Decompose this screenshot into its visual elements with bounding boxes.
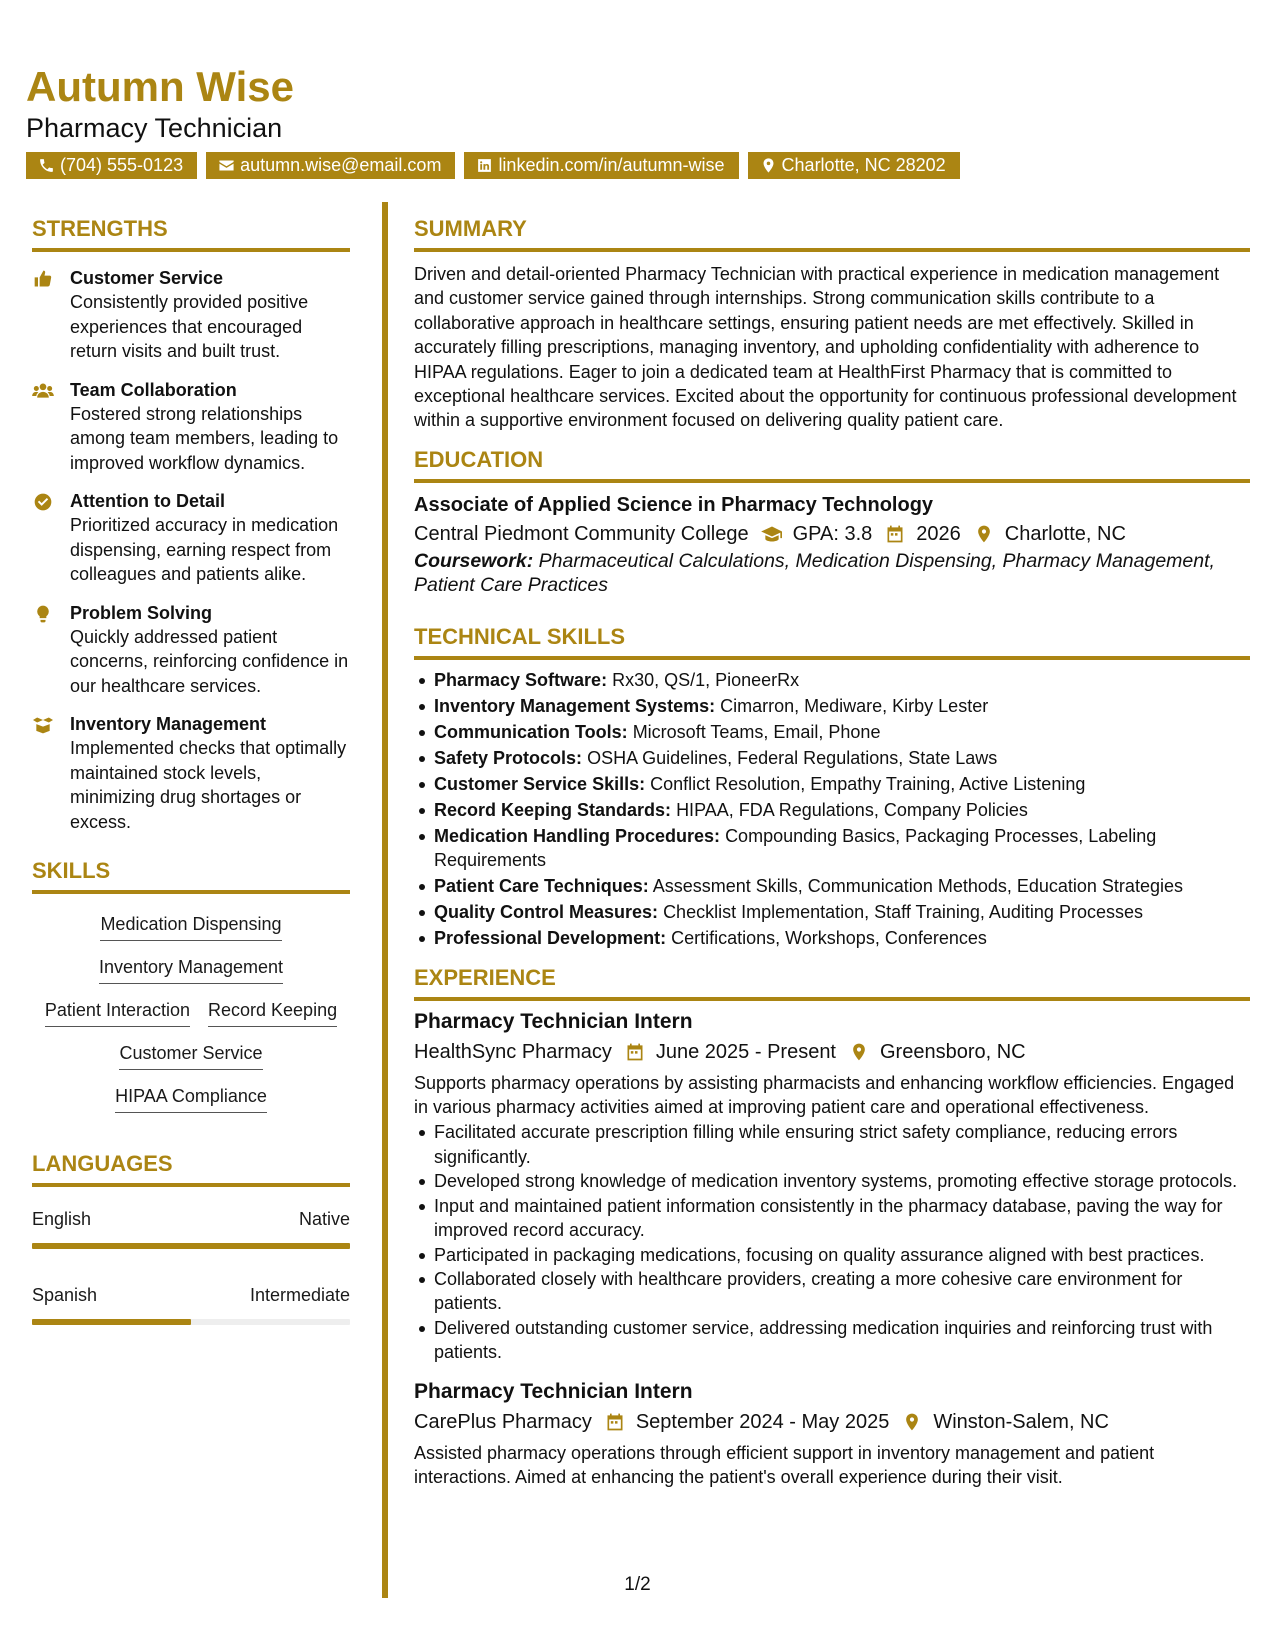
- list-item: Delivered outstanding customer service, addressing medication inquiries and reinforcing trust with patients.: [414, 1316, 1250, 1365]
- coursework-text: Pharmaceutical Calculations, Medication Dispensing, Pharmacy Management, Patient Care Practices: [414, 549, 1215, 597]
- linkedin-icon: [476, 157, 493, 174]
- calendar-icon: [604, 1412, 626, 1432]
- language-item: [32, 1207, 350, 1249]
- candidate-title: Pharmacy Technician: [26, 113, 283, 143]
- skills-heading: SKILLS: [32, 856, 350, 894]
- job-meta: [414, 1037, 1250, 1067]
- list-item: Patient Care Techniques: Assessment Skills, Communication Methods, Education Strategies: [414, 874, 1250, 898]
- experience-heading: EXPERIENCE: [414, 963, 1250, 1001]
- users-icon: [32, 381, 54, 401]
- contact-linkedin-text: linkedin.com/in/autumn-wise: [498, 155, 725, 175]
- strength-item: [32, 712, 350, 834]
- job-bullets: [414, 1120, 1250, 1364]
- list-item: Facilitated accurate prescription filling while ensuring strict safety compliance, reducing errors significantly.: [414, 1120, 1250, 1169]
- job-summary: Assisted pharmacy operations through efficient support in inventory management and patient interactions. Aimed at enhancing the patient's overall experience during their visit.: [414, 1442, 1155, 1487]
- strength-name: Attention to Detail: [70, 491, 225, 511]
- left-column: [32, 214, 350, 1325]
- language-bar-fill: [32, 1243, 350, 1249]
- contact-phone-text: (704) 555-0123: [60, 155, 184, 175]
- education-gpa: GPA: 3.8: [792, 522, 873, 545]
- skill-tag: Patient Interaction: [45, 998, 190, 1027]
- language-level: Native: [298, 1209, 350, 1229]
- strength-item: [32, 601, 350, 699]
- list-item: Customer Service Skills: Conflict Resolution, Empathy Training, Active Listening: [414, 772, 1250, 796]
- skill-tag: Medication Dispensing: [100, 912, 281, 941]
- contact-location-text: Charlotte, NC 28202: [781, 155, 946, 175]
- thumbs-up-icon: [32, 269, 54, 289]
- calendar-icon: [624, 1042, 646, 1062]
- languages-heading: LANGUAGES: [32, 1149, 350, 1187]
- strength-desc: Prioritized accuracy in medication dispensing, earning respect from colleagues and patients alike.: [70, 515, 339, 584]
- job-entry: [414, 1377, 1250, 1490]
- skill-tag: Customer Service: [119, 1041, 262, 1070]
- map-pin-icon: [848, 1042, 870, 1062]
- job-title: Pharmacy Technician Intern: [414, 1009, 693, 1033]
- strength-name: Problem Solving: [70, 602, 213, 623]
- map-pin-icon: [973, 524, 995, 544]
- strength-name: Inventory Management: [70, 714, 267, 734]
- job-dates: June 2025 - Present: [655, 1040, 836, 1063]
- language-bar-fill: [32, 1319, 191, 1325]
- education-location: Charlotte, NC: [1004, 522, 1126, 545]
- language-bar: [32, 1243, 350, 1249]
- job-summary: Supports pharmacy operations by assisting pharmacists and enhancing workflow efficiencies. Engaged in various pharmacy activities aimed at improving patient care and operational effectiveness.: [414, 1072, 1235, 1118]
- list-item: Participated in packaging medications, focusing on quality assurance aligned with best practices.: [414, 1243, 1250, 1267]
- strengths-heading: STRENGTHS: [32, 214, 350, 252]
- job-company: HealthSync Pharmacy: [414, 1040, 612, 1063]
- list-item: Inventory Management Systems: Cimarron, Mediware, Kirby Lester: [414, 694, 1250, 718]
- education-heading: EDUCATION: [414, 445, 1250, 483]
- list-item: Medication Handling Procedures: Compounding Basics, Packaging Processes, Labeling Requirements: [414, 824, 1250, 873]
- job-location: Winston-Salem, NC: [933, 1410, 1109, 1433]
- education-school: Central Piedmont Community College: [414, 522, 749, 545]
- skills-list: [32, 894, 350, 1127]
- list-item: Professional Development: Certifications, Workshops, Conferences: [414, 926, 1250, 950]
- list-item: Collaborated closely with healthcare providers, creating a more cohesive care environment for patients.: [414, 1267, 1250, 1316]
- list-item: Developed strong knowledge of medication inventory systems, promoting effective storage protocols.: [414, 1169, 1250, 1193]
- job-title: Pharmacy Technician Intern: [414, 1379, 693, 1403]
- list-item: Quality Control Measures: Checklist Implementation, Staff Training, Auditing Processes: [414, 900, 1250, 924]
- skill-tag: Inventory Management: [99, 955, 283, 984]
- strength-item: [32, 266, 350, 364]
- map-pin-icon: [901, 1412, 923, 1432]
- education-year: 2026: [916, 522, 961, 545]
- resume-header: [26, 62, 294, 144]
- technical-skills-heading: TECHNICAL SKILLS: [414, 622, 1250, 660]
- contact-email[interactable]: [206, 152, 455, 179]
- list-item: Communication Tools: Microsoft Teams, Email, Phone: [414, 720, 1250, 744]
- contact-bar: [26, 152, 960, 179]
- page-number: 1/2: [624, 1574, 651, 1595]
- job-company: CarePlus Pharmacy: [414, 1410, 592, 1433]
- contact-email-text: autumn.wise@email.com: [240, 155, 442, 175]
- contact-linkedin[interactable]: [464, 152, 738, 179]
- map-pin-icon: [760, 157, 777, 174]
- graduation-cap-icon: [761, 524, 783, 544]
- contact-location[interactable]: [748, 152, 960, 179]
- strength-name: Team Collaboration: [70, 379, 237, 400]
- strength-desc: Consistently provided positive experiences that encouraged return visits and built trust.: [70, 292, 309, 361]
- list-item: Record Keeping Standards: HIPAA, FDA Regulations, Company Policies: [414, 798, 1250, 822]
- skill-tag: HIPAA Compliance: [115, 1084, 267, 1113]
- technical-skills-list: [414, 668, 1250, 951]
- education-degree: Associate of Applied Science in Pharmacy Technology: [414, 493, 934, 516]
- list-item: Safety Protocols: OSHA Guidelines, Federal Regulations, State Laws: [414, 746, 1250, 770]
- job-meta: [414, 1407, 1250, 1437]
- language-level: Intermediate: [249, 1285, 350, 1305]
- list-item: Input and maintained patient information consistently in the pharmacy database, paving the way for improved record accuracy.: [414, 1194, 1250, 1243]
- list-item: Pharmacy Software: Rx30, QS/1, PioneerRx: [414, 668, 1250, 692]
- check-circle-icon: [32, 492, 54, 512]
- job-entry: [414, 1007, 1250, 1365]
- education-coursework: [414, 549, 1250, 598]
- strength-item: [32, 489, 350, 587]
- summary-text: Driven and detail-oriented Pharmacy Technician with practical experience in medication management and customer service gained through internships. Strong communication skills contribute to a collaborative approach in healthcare settings, ensuring patient needs are met effectively. Skilled in accurately filling prescriptions, managing inventory, and upholding confidentiality with adherence to HIPAA regulations. Eager to join a dedicated team at HealthFirst Pharmacy that is committed to exceptional healthcare services. Excited about the opportunity for continuous professional development within a supportive environment focused on delivering quality patient care.: [414, 264, 1237, 431]
- summary-heading: SUMMARY: [414, 214, 1250, 252]
- strength-desc: Implemented checks that optimally maintained stock levels, minimizing drug shortages or excess.: [70, 738, 347, 832]
- language-name: English: [32, 1209, 92, 1229]
- strength-desc: Quickly addressed patient concerns, reinforcing confidence in our healthcare services.: [70, 626, 349, 696]
- coursework-label: Coursework:: [414, 549, 534, 572]
- lightbulb-icon: [32, 604, 54, 624]
- strength-item: [32, 378, 350, 476]
- phone-icon: [38, 157, 55, 174]
- box-open-icon: [32, 715, 54, 735]
- right-column: [414, 214, 1250, 1489]
- language-item: [32, 1283, 350, 1325]
- language-name: Spanish: [32, 1285, 98, 1305]
- skill-tag: Record Keeping: [208, 998, 337, 1027]
- education-meta: [414, 519, 1250, 549]
- strength-desc: Fostered strong relationships among team members, leading to improved workflow dynamics.: [70, 403, 339, 473]
- job-location: Greensboro, NC: [880, 1040, 1026, 1063]
- job-dates: September 2024 - May 2025: [635, 1410, 890, 1433]
- column-divider: [382, 202, 388, 1598]
- language-bar: [32, 1319, 350, 1325]
- strength-name: Customer Service: [70, 268, 224, 288]
- candidate-name: Autumn Wise: [26, 63, 294, 110]
- contact-phone[interactable]: [26, 152, 197, 179]
- envelope-icon: [218, 157, 235, 174]
- calendar-icon: [884, 524, 906, 544]
